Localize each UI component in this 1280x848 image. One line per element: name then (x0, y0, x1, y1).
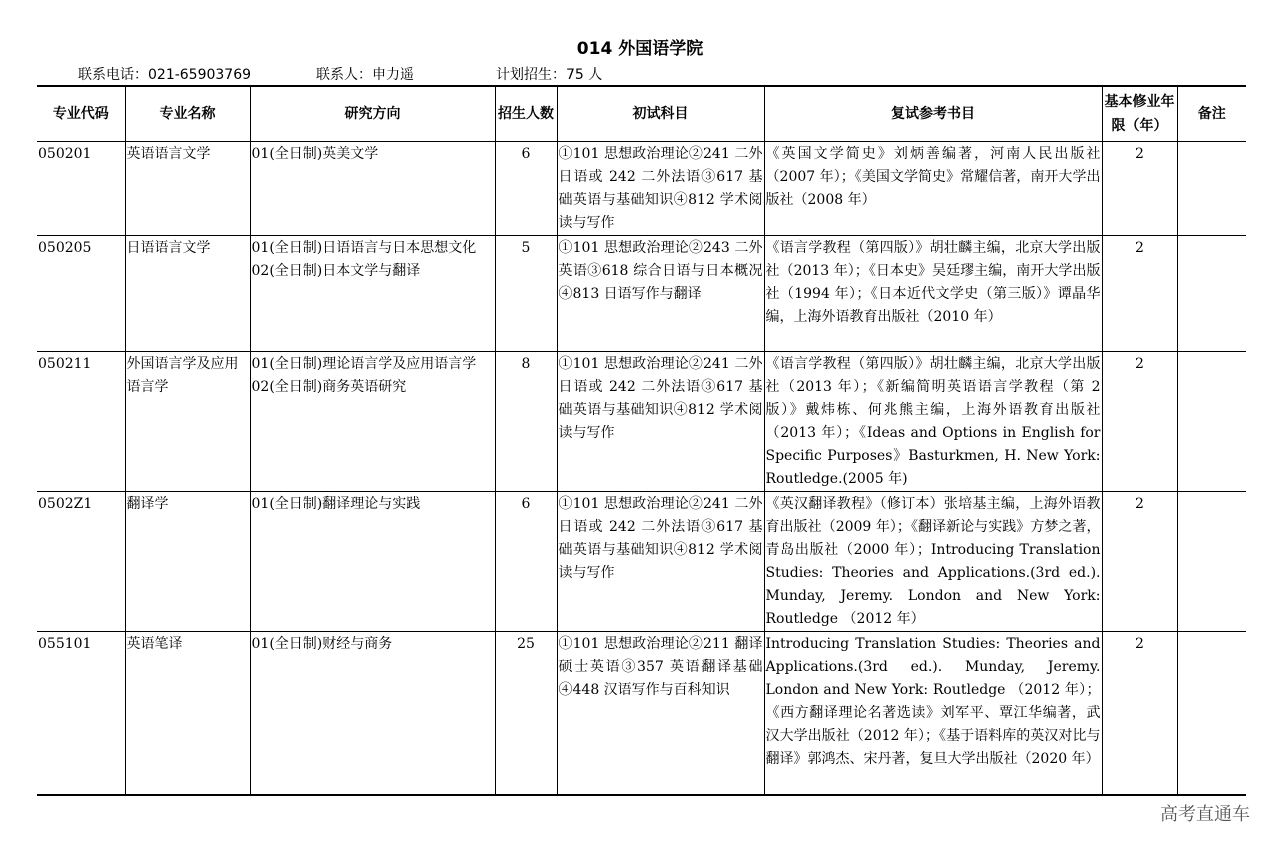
table-row (37, 632, 1246, 795)
watermark: 高考直通车 (1160, 804, 1250, 825)
study-years: 2 (1102, 236, 1177, 352)
study-years: 2 (1102, 492, 1177, 632)
reference-books: 《语言学教程（第四版）》胡壮麟主编，北京大学出版社（2013 年）；《新编简明英语语言学教程（第 2 版）》戴炜栋、何兆熊主编，上海外语教育出版社（2013 年）；《Ideas and Options in English for Specific Purposes》Basturkmen, H. New York: Routledge.(2005 年) (764, 352, 1102, 492)
remarks (1177, 492, 1246, 632)
enroll-count: 5 (495, 236, 557, 352)
program-code: 050201 (37, 142, 125, 236)
remarks (1177, 142, 1246, 236)
research-direction: 01(全日制)日语语言与日本思想文化 (251, 240, 477, 256)
program-code: 055101 (37, 632, 125, 795)
header-books: 复试参考书目 (764, 86, 1102, 142)
research-directions (250, 352, 495, 492)
header-code: 专业代码 (37, 86, 125, 142)
table-header-row (37, 86, 1246, 142)
exam-subjects: ①101 思想政治理论②211 翻译硕士英语③357 英语翻译基础④448 汉语写作与百科知识 (557, 632, 764, 795)
research-directions (250, 492, 495, 632)
enroll-count: 6 (495, 492, 557, 632)
header-direction: 研究方向 (250, 86, 495, 142)
exam-subjects: ①101 思想政治理论②241 二外日语或 242 二外法语③617 基础英语与基础知识④812 学术阅读与写作 (557, 352, 764, 492)
enroll-count: 6 (495, 142, 557, 236)
header-enroll: 招生人数 (495, 86, 557, 142)
program-name: 英语笔译 (125, 632, 250, 795)
contact-phone: 联系电话：021-65903769 (78, 67, 252, 83)
header-name: 专业名称 (125, 86, 250, 142)
contact-person: 联系人：申力遥 (316, 67, 414, 83)
header-exam: 初试科目 (557, 86, 764, 142)
remarks (1177, 632, 1246, 795)
research-directions (250, 236, 495, 352)
research-directions (250, 632, 495, 795)
study-years: 2 (1102, 632, 1177, 795)
study-years: 2 (1102, 352, 1177, 492)
remarks (1177, 236, 1246, 352)
program-code: 050211 (37, 352, 125, 492)
page-title: 014 外国语学院 (576, 39, 704, 59)
research-direction: 02(全日制)日本文学与翻译 (251, 263, 421, 279)
reference-books: 《英汉翻译教程》（修订本）张培基主编，上海外语教育出版社（2009 年）；《翻译新论与实践》方梦之著，青岛出版社（2000 年）；Introducing Translation Studies: Theories and Applications.(3rd ed.). Munday, Jeremy. London and New York: Routledge （2012 年） (764, 492, 1102, 632)
table-row (37, 492, 1246, 632)
reference-books: 《英国文学简史》刘炳善编著，河南人民出版社（2007 年）；《美国文学简史》常耀信著，南开大学出版社（2008 年） (764, 142, 1102, 236)
table-row (37, 352, 1246, 492)
program-name: 翻译学 (125, 492, 250, 632)
research-direction: 01(全日制)翻译理论与实践 (251, 496, 421, 512)
header-note: 备注 (1177, 86, 1246, 142)
research-directions (250, 142, 495, 236)
header-years: 基本修业年限（年） (1102, 86, 1177, 142)
reference-books: Introducing Translation Studies: Theories and Applications.(3rd ed.). Munday, Jeremy. London and New York: Routledge （2012 年）；《西方翻译理论名著选读》刘军平、覃江华编著，武汉大学出版社（2012 年）；《基于语料库的英汉对比与翻译》郭鸿杰、宋丹著，复旦大学出版社（2020 年） (764, 632, 1102, 795)
exam-subjects: ①101 思想政治理论②241 二外日语或 242 二外法语③617 基础英语与基础知识④812 学术阅读与写作 (557, 492, 764, 632)
program-name: 日语语言文学 (125, 236, 250, 352)
table-row (37, 142, 1246, 236)
program-code: 050205 (37, 236, 125, 352)
program-name: 英语语言文学 (125, 142, 250, 236)
program-table (37, 85, 1246, 796)
program-name: 外国语言学及应用语言学 (125, 352, 250, 492)
research-direction: 01(全日制)理论语言学及应用语言学 (251, 356, 477, 372)
research-direction: 02(全日制)商务英语研究 (251, 379, 407, 395)
program-code: 0502Z1 (37, 492, 125, 632)
enroll-count: 8 (495, 352, 557, 492)
enroll-count: 25 (495, 632, 557, 795)
study-years: 2 (1102, 142, 1177, 236)
research-direction: 01(全日制)英美文学 (251, 146, 379, 162)
research-direction: 01(全日制)财经与商务 (251, 636, 393, 652)
enrollment-plan: 计划招生：75 人 (496, 67, 603, 83)
remarks (1177, 352, 1246, 492)
exam-subjects: ①101 思想政治理论②241 二外日语或 242 二外法语③617 基础英语与基础知识④812 学术阅读与写作 (557, 142, 764, 236)
reference-books: 《语言学教程（第四版）》胡壮麟主编，北京大学出版社（2013 年）；《日本史》吴廷璆主编，南开大学出版社（1994 年）；《日本近代文学史（第三版）》谭晶华编，上海外语教育出版社（2010 年） (764, 236, 1102, 352)
exam-subjects: ①101 思想政治理论②243 二外英语③618 综合日语与日本概况④813 日语写作与翻译 (557, 236, 764, 352)
table-row (37, 236, 1246, 352)
